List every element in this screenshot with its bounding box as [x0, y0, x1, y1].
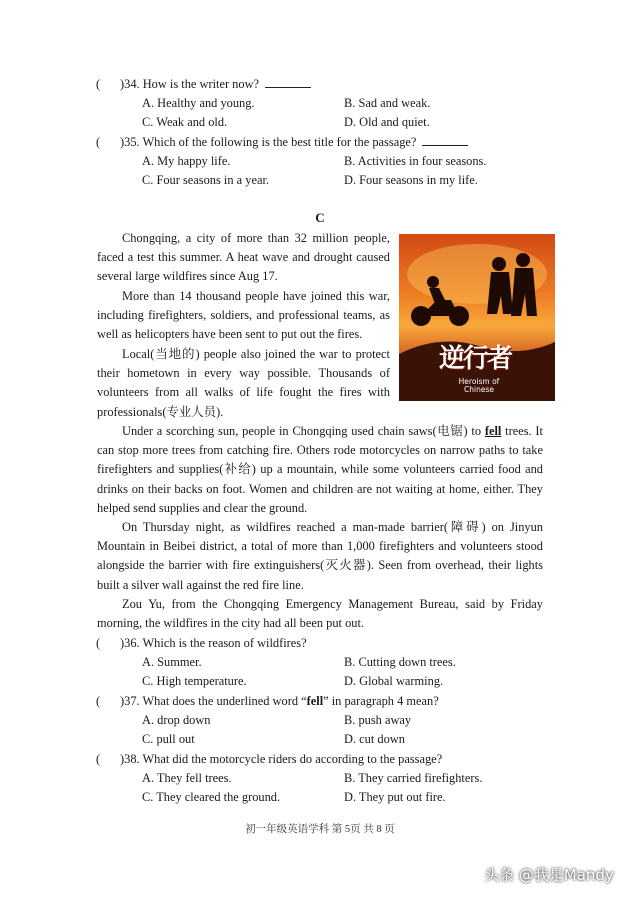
paragraph-4-text-b: trees. It can stop more trees from catching fire. Others rode motorcycles on narrow paths to take firefighters and supplies(补给) up a mountain, while some volunteers carried food and drinks on their backs on foot. Women and children are not waiting at home, either. They helped send supplies and clear the ground.	[97, 424, 543, 515]
q36-option-d: D. Global warming.	[344, 674, 444, 688]
answer-blank	[265, 77, 311, 88]
q37-option-d: D. cut down	[344, 732, 405, 746]
q37-stem	[120, 693, 439, 709]
q35-option-a: A. My happy life.	[142, 154, 231, 168]
q35-option-b: B. Activities in four seasons.	[344, 154, 487, 168]
q35-paren: (	[96, 135, 101, 149]
q35-option-c: C. Four seasons in a year.	[142, 173, 269, 187]
q37-option-c: C. pull out	[142, 732, 195, 746]
q37-option-b: B. push away	[344, 713, 412, 727]
underlined-word-fell: fell	[484, 424, 502, 438]
paragraph-6-text: Zou Yu, from the Chongqing Emergency Management Bureau, said by Friday morning, the wildfires in the city had all been put out.	[97, 597, 543, 631]
poster-title-en	[449, 378, 509, 394]
poster-title-en-line1: Heroism of	[458, 377, 500, 386]
page-footer: 初一年级英语学科 第 5页 共 8 页	[245, 824, 395, 835]
q38-option-b: B. They carried firefighters.	[344, 771, 483, 785]
q37-stem-word: fell	[306, 694, 324, 708]
section-title: C	[315, 210, 325, 225]
q38-option-d: D. They put out fire.	[344, 790, 446, 804]
q37-paren: (	[96, 694, 101, 708]
q36-option-a: A. Summer.	[142, 655, 202, 669]
q35-stem-text: )35. Which of the following is the best title for the passage?	[120, 135, 417, 149]
paragraph-4	[97, 422, 543, 518]
watermark: 头条 @我是Mandy	[484, 866, 614, 884]
poster-title-cn: 逆行者	[439, 344, 512, 374]
q37-stem-a: )37. What does the underlined word “	[120, 694, 307, 708]
q34-option-b: B. Sad and weak.	[344, 96, 431, 110]
q34-paren: (	[96, 77, 101, 91]
q38-stem: )38. What did the motorcycle riders do according to the passage?	[120, 752, 443, 766]
q35-option-d: D. Four seasons in my life.	[344, 173, 478, 187]
poster-title-en-line2: Chinese	[464, 385, 494, 394]
q37-stem-b: ” in paragraph 4 mean?	[323, 694, 439, 708]
q34-stem-text: )34. How is the writer now?	[120, 77, 260, 91]
q36-paren: (	[96, 636, 101, 650]
heroism-poster-image	[399, 234, 555, 401]
q38-option-c: C. They cleared the ground.	[142, 790, 281, 804]
q34-option-d: D. Old and quiet.	[344, 115, 430, 129]
paragraph-6	[97, 595, 543, 633]
poster-illustration	[399, 234, 555, 401]
paragraph-1-text: Chongqing, a city of more than 32 million people, faced a test this summer. A heat wave and drought caused several large wildfires since Aug 17.	[97, 231, 390, 284]
paragraph-3	[97, 345, 390, 422]
q38-paren: (	[96, 752, 101, 766]
q34-option-a: A. Healthy and young.	[142, 96, 255, 110]
paragraph-5	[97, 518, 543, 595]
paragraph-1	[97, 229, 390, 287]
paragraph-3-text: Local(当地的) people also joined the war to protect their hometown in every way possible. Thousands of volunteers from all walks of life fought the fires with professionals(专业人员).	[97, 347, 390, 419]
q36-option-b: B. Cutting down trees.	[344, 655, 456, 669]
paragraph-2	[97, 287, 390, 345]
paragraph-2-text: More than 14 thousand people have joined this war, including firefighters, soldiers, and professional teams, as well as helicopters have been sent to put out the fires.	[97, 289, 390, 342]
q38-option-a: A. They fell trees.	[142, 771, 232, 785]
q34-stem	[120, 76, 311, 92]
q35-stem	[120, 134, 468, 150]
q36-stem: )36. Which is the reason of wildfires?	[120, 636, 307, 650]
paragraph-4-text-a: Under a scorching sun, people in Chongqing used chain saws(电锯) to	[122, 424, 485, 438]
paragraph-5-text: On Thursday night, as wildfires reached a man-made barrier(障碍) on Jinyun Mountain in Beibei district, a total of more than 1,000 firefighters and volunteers stood alongside the barrier with fire extinguishers(灭火器). Seen from overhead, their lights built a silver wall against the red fire line.	[97, 520, 543, 592]
q37-option-a: A. drop down	[142, 713, 211, 727]
q34-option-c: C. Weak and old.	[142, 115, 228, 129]
answer-blank	[422, 135, 468, 146]
q36-option-c: C. High temperature.	[142, 674, 247, 688]
